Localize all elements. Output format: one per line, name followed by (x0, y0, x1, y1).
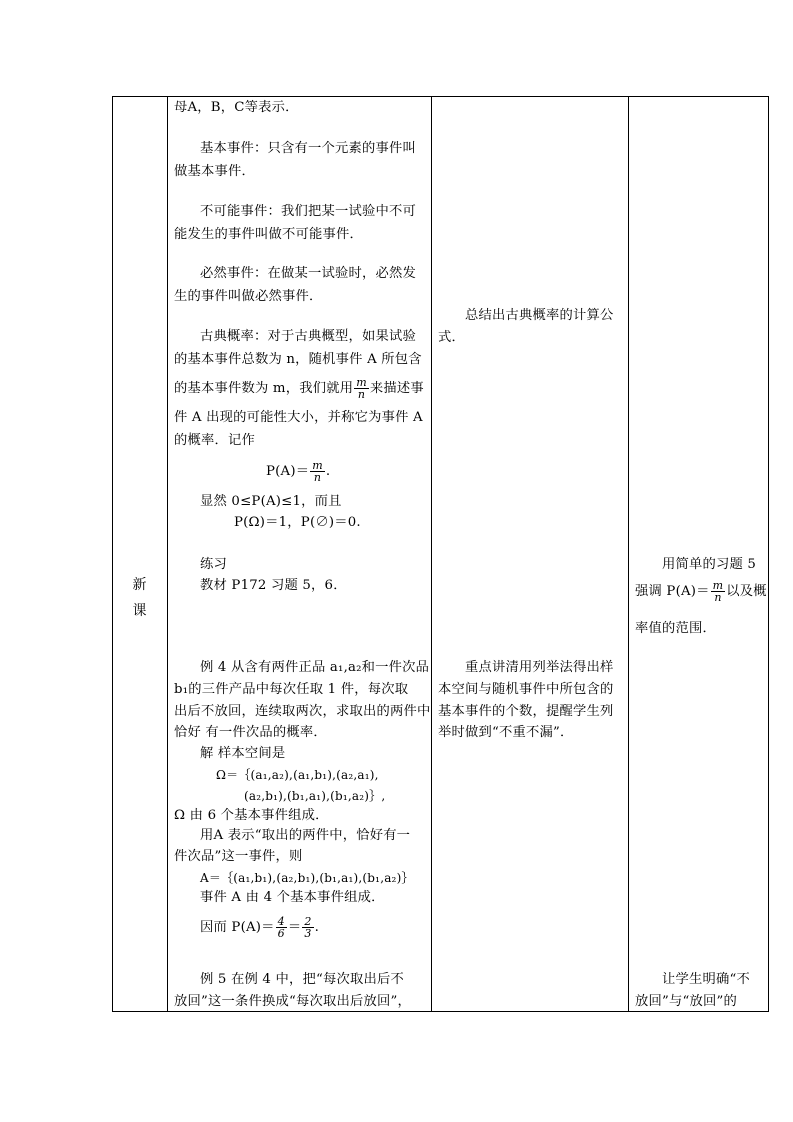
text-line (174, 377, 424, 400)
fraction-numerator: 2 (304, 915, 312, 928)
text-line: 例 5 在例 4 中，把“每次取出后不 (200, 972, 404, 987)
text-line: A＝｛(a₁,b₁),(a₂,b₁),(b₁,a₁),(b₁,a₂)｝ (200, 871, 414, 885)
column-divider-2 (431, 96, 432, 1012)
fraction-m-over-n (711, 580, 726, 603)
text-line: 教材 P172 习题 5，6． (200, 578, 347, 593)
fraction-two-thirds (302, 916, 313, 939)
text-line: 式． (438, 330, 465, 345)
text-line: 生的事件叫做必然事件． (174, 289, 323, 304)
table-right-border (768, 96, 769, 1012)
text-fragment: 来描述事 (369, 381, 424, 396)
text-line: 显然 0≤P(A)≤1，而且 (200, 494, 342, 509)
table-left-border (112, 96, 113, 1012)
formula-line (266, 460, 330, 483)
text-line: 放回”这一条件换成“每次取出后放回”， (174, 994, 411, 1009)
fraction-denominator: n (313, 471, 322, 484)
text-line: b₁的三件产品中每次任取 1 件，每次取 (174, 682, 409, 697)
formula-text: . (325, 464, 331, 479)
text-line: 母A，B，C等表示． (174, 100, 299, 115)
formula-text: ＝ (287, 920, 302, 935)
fraction-denominator: 3 (304, 927, 312, 940)
text-line: 能发生的事件叫做不可能事件． (174, 227, 363, 242)
text-line: 古典概率：对于古典概型，如果试验 (200, 329, 416, 344)
fraction-denominator: 6 (277, 927, 285, 940)
text-line: 总结出古典概率的计算公 (465, 308, 614, 323)
fraction-numerator: m (712, 579, 724, 592)
formula-line (200, 916, 319, 939)
section-label-char-1: 新 (132, 577, 147, 593)
fraction-numerator: 4 (277, 915, 285, 928)
text-line (635, 580, 767, 603)
fraction-m-over-n (310, 460, 325, 483)
text-line: 基本事件的个数，提醒学生列 (438, 704, 614, 719)
text-line: 恰好 有一件次品的概率． (174, 725, 327, 740)
text-line: 用简单的习题 5 (662, 557, 757, 572)
column-divider-1 (167, 96, 168, 1012)
fraction-four-sixths (276, 916, 287, 939)
text-line: Ω 由 6 个基本事件组成． (174, 808, 329, 823)
text-line: 例 4 从含有两件正品 a₁,a₂和一件次品 (200, 660, 430, 675)
formula-text: P(A)＝ (266, 464, 310, 479)
text-line: 事件 A 由 4 个基本事件组成． (200, 890, 385, 905)
text-line: 率值的范围． (635, 621, 716, 636)
formula-text: 因而 P(A)＝ (200, 920, 275, 935)
text-line: 的基本事件总数为 n，随机事件 A 所包含 (174, 352, 422, 367)
text-fragment: 的基本事件数为 m，我们就用 (174, 381, 354, 396)
fraction-numerator: m (312, 459, 323, 472)
text-line: 件次品”这一事件，则 (174, 849, 303, 864)
column-divider-3 (628, 96, 629, 1012)
text-line: 举时做到“不重不漏”． (438, 725, 574, 740)
text-line: 练习 (200, 557, 227, 572)
fraction-m-over-n (354, 377, 369, 400)
table-top-border (112, 96, 769, 97)
fraction-denominator: n (357, 388, 366, 401)
text-line: 用A 表示“取出的两件中，恰好有一 (200, 828, 411, 843)
text-fragment: 强调 P(A)＝ (635, 584, 710, 599)
text-line: 重点讲清用列举法得出样 (465, 660, 614, 675)
text-line: 放回”与“放回”的 (635, 994, 737, 1009)
text-line: 必然事件：在做某一试验时，必然发 (200, 266, 416, 281)
fraction-numerator: m (356, 376, 367, 389)
text-line: 的概率．记作 (174, 433, 255, 448)
text-line: Ω＝｛(a₁,a₂),(a₁,b₁),(a₂,a₁), (216, 768, 379, 782)
text-line: (a₂,b₁),(b₁,a₁),(b₁,a₂)｝, (244, 789, 386, 803)
text-line: 让学生明确“不 (662, 972, 750, 987)
text-line: P(Ω)＝1，P(∅)＝0. (234, 515, 361, 530)
table-bottom-border (112, 1011, 769, 1012)
text-line: 基本事件：只含有一个元素的事件叫 (200, 141, 416, 156)
text-fragment: 以及概 (726, 584, 767, 599)
text-line: 出后不放回，连续取两次，求取出的两件中 (174, 704, 431, 719)
text-line: 解 样本空间是 (200, 746, 286, 761)
text-line: 做基本事件． (174, 164, 255, 179)
formula-text: . (314, 920, 319, 935)
section-label-char-2: 课 (132, 603, 147, 619)
fraction-denominator: n (714, 591, 722, 604)
text-line: 不可能事件：我们把某一试验中不可 (200, 204, 416, 219)
text-line: 件 A 出现的可能性大小，并称它为事件 A (174, 410, 423, 425)
text-line: 本空间与随机事件中所包含的 (438, 682, 614, 697)
